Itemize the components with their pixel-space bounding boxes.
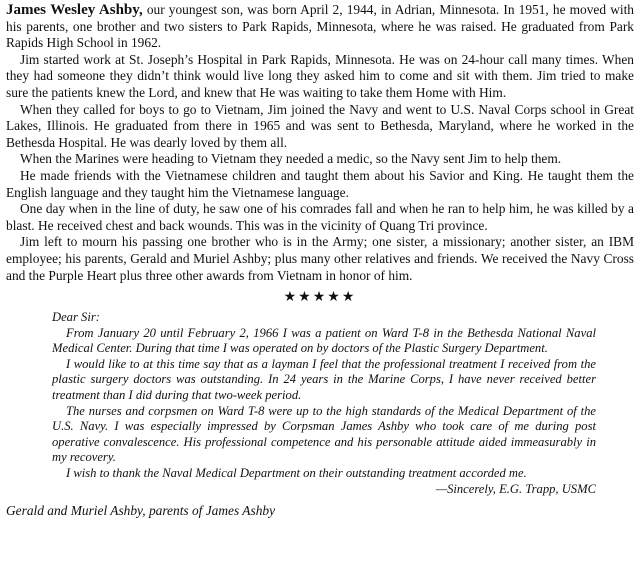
- bio-paragraph: He made friends with the Vietnamese children and taught them about his Savior and King. He taught them the English language and they taught him the Vietnamese language.: [6, 167, 634, 200]
- closing-attribution: Gerald and Muriel Ashby, parents of James Ashby: [6, 503, 276, 519]
- star-separator: ★★★★★: [283, 290, 357, 306]
- letter-salutation: Dear Sir:: [52, 310, 100, 325]
- letter-paragraph: I would like to at this time say that as a layman I feel that the professional treatment I received from the plastic surgery doctors was outstanding. In 24 years in the Marine Corps, I have never received better treatment than I did during that two-week period.: [52, 356, 596, 403]
- letter: [52, 310, 596, 497]
- bio-paragraph: When they called for boys to go to Vietnam, Jim joined the Navy and went to U.S. Naval Corps school in Great Lakes, Illinois. He graduated from there in 1965 and was sent to Bethesda, Maryland, where he worked in the Bethesda Hospital. He was dearly loved by them all.: [6, 101, 634, 150]
- page: [6, 2, 634, 519]
- bio-paragraph-text: our youngest son, was born April 2, 1944, in Adrian, Minnesota. In 1951, he moved with his parents, one brother and two sisters to Park Rapids, Minnesota, where he was raised. He graduated from Park Rapids High School in 1962.: [6, 2, 634, 51]
- bio-paragraph: [6, 2, 634, 52]
- bio-paragraph: Jim left to mourn his passing one brother who is in the Army; one sister, a missionary; another sister, an IBM employee; his parents, Gerald and Muriel Ashby; plus many other relatives and friends. We received the Navy Cross and the Purple Heart plus three other awards from Vietnam in honor of him.: [6, 234, 634, 283]
- biography: [6, 2, 634, 284]
- bio-paragraph: When the Marines were heading to Vietnam they needed a medic, so the Navy sent Jim to help them.: [20, 151, 562, 167]
- bio-paragraph: Jim started work at St. Joseph’s Hospital in Park Rapids, Minnesota. He was on 24-hour call many times. When they had someone they didn’t think would live long they asked him to come and sit with them. Jim tried to make sure the patients knew the Lord, and knew that He was waiting to take them Home with Him.: [6, 51, 634, 100]
- subject-name: James Wesley Ashby,: [6, 2, 143, 18]
- letter-paragraph: The nurses and corpsmen on Ward T-8 were up to the high standards of the Medical Department of the U.S. Navy. I was especially impressed by Corpsman James Ashby who took care of me during post operative convalescence. His professional competence and his personable attitude aided immeasurably in my recovery.: [52, 403, 596, 465]
- bio-paragraph: One day when in the line of duty, he saw one of his comrades fall and when he ran to help him, he was killed by a blast. He received chest and back wounds. This was in the vicinity of Quang Tri province.: [6, 201, 634, 233]
- letter-paragraph: From January 20 until February 2, 1966 I was a patient on Ward T-8 in the Bethesda National Naval Medical Center. During that time I was operated on by doctors of the Plastic Surgery Department.: [52, 325, 596, 356]
- letter-signoff: —Sincerely, E.G. Trapp, USMC: [435, 481, 596, 496]
- letter-paragraph: I wish to thank the Naval Medical Department on their outstanding treatment accorded me.: [66, 466, 527, 481]
